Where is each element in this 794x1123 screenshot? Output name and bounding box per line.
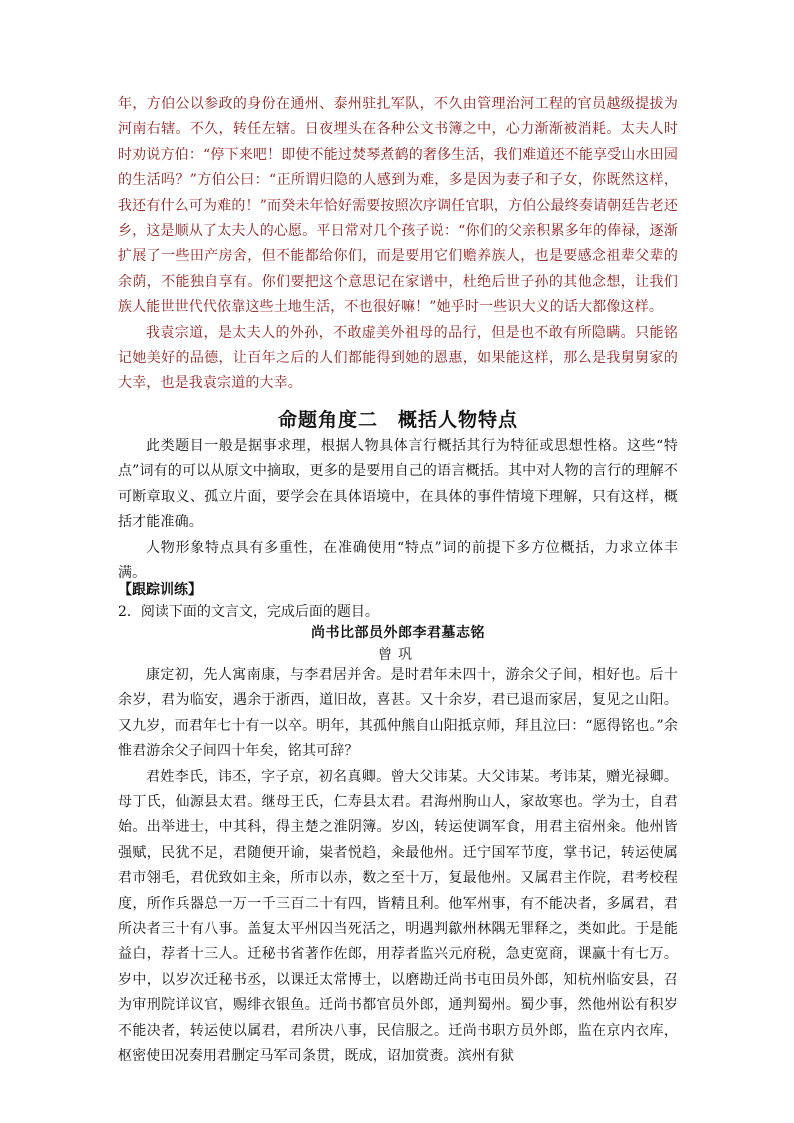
- essay-author: 曾巩: [378, 647, 418, 663]
- method-section: [118, 434, 678, 586]
- question-prompt: 2．阅读下面的文言文，完成后面的题目。: [118, 604, 379, 620]
- method-paragraph-1: 此类题目一般是据事求理，根据人物具体言行概括其行为特征或思想性格。这些“特点”词有的可以从原文中摘取，更多的是要用自己的语言概括。其中对人物的言行的理解不可断章取义、孤立片面，要学会在具体语境中，在具体的事件情境下理解，只有这样，概括才能准确。: [118, 438, 678, 531]
- method-paragraph-2: 人物形象特点具有多重性，在准确使用“特点”词的前提下多方位概括，力求立体丰满。: [118, 539, 678, 582]
- essay-paragraph-1: 康定初，先人寓南康，与李君居并舍。是时君年未四十，游余父子间，相好也。后十余岁，君为临安，遇余于浙西，道旧故，喜甚。又十余岁，君已退而家居，复见之山阳。又九岁，而君年七十有一以卒。明年，其孤仲熊自山阳抵京师，拜且泣曰：“愿得铭也。”余惟君游余父子间四十年矣，铭其可辞？: [118, 667, 678, 760]
- essay-body: [118, 663, 678, 1070]
- translation-section: [118, 92, 678, 397]
- section-heading: 命题角度二 概括人物特点: [277, 409, 518, 431]
- essay-paragraph-2: 君姓李氏，讳丕，字子京，初名真卿。曾大父讳某。大父讳某。考讳某，赠光禄卿。母丁氏，仙源县太君。继母王氏，仁寿县太君。君海州朐山人，家故寒也。学为士，自君始。出举进士，中其科，得主楚之淮阴簿。岁凶，转运使调军食，用君主宿州籴。他州皆强赋，民犹不足，君随便开谕，粜者悦趋，籴最他州。迁宁国军节度，掌书记，转运使属君市翎毛，君优致如主籴，所市以赤，数之至十万，复最他州。又属君主作院，君考校程度，所作兵器总一万一千三百二十有四，皆精且利。他军州事，有不能决者，多属君，君所决者三十有八事。盖复太平州囚当死活之，明遇判歙州林隅无罪释之，类如此。于是能益白，荐者十三人。迁秘书省著作佐郎，用荐者监兴元府税，急吏宽商，课赢十有七万。岁中，以岁次迁秘书丞，以课迁太常博士，以磨勘迁尚书屯田员外郎，知杭州临安县，召为审刑院详议官，赐绯衣银鱼。迁尚书都官员外郎，通判蜀州。蜀少事，然他州讼有积岁不能决者，转运使以属君，君所决八事，民信服之。迁尚书职方员外郎，监在京内衣库，枢密使田况奏用君删定马军司条贯，既成，诏加赏赉。滨州有狱: [118, 768, 678, 1065]
- translation-paragraph-1: 年，方伯公以参政的身份在通州、泰州驻扎军队，不久由管理治河工程的官员越级提拔为河南右辖。不久，转任左辖。日夜埋头在各种公文书簿之中，心力渐渐被消耗。太夫人时时劝说方伯：“停下来吧！即使不能过焚琴煮鹤的奢侈生活，我们难道还不能享受山水田园的生活吗？”方伯公曰：“正所谓归隐的人感到为难，多是因为妻子和子女，你既然这样，我还有什么可为难的！”而癸未年恰好需要按照次序调任官职，方伯公最终奏请朝廷告老还乡，这是顺从了太夫人的心愿。平日常对几个孩子说：“你们的父亲积累多年的俸禄，逐渐扩展了一些田产房舍，但不能都给你们，而是要用它们赡养族人，也是要感念祖辈父辈的余荫，不能独自享有。你们要把这个意思记在家谱中，杜绝后世子孙的其他念想，让我们族人能世世代代依靠这些土地生活，不也很好嘛！”她乎时一些识大义的话大都像这样。: [118, 96, 678, 316]
- essay-title: 尚书比部员外郎李君墓志铭: [311, 625, 485, 641]
- practice-tag: 【跟踪训练】: [118, 582, 202, 598]
- translation-paragraph-2: 我袁宗道，是太夫人的外孙，不敢虚美外祖母的品行，但是也不敢有所隐瞒。只能铭记她美好的品德，让百年之后的人们都能得到她的恩惠，如果能这样，那么是我舅舅家的大幸，也是我袁宗道的大幸。: [118, 324, 678, 392]
